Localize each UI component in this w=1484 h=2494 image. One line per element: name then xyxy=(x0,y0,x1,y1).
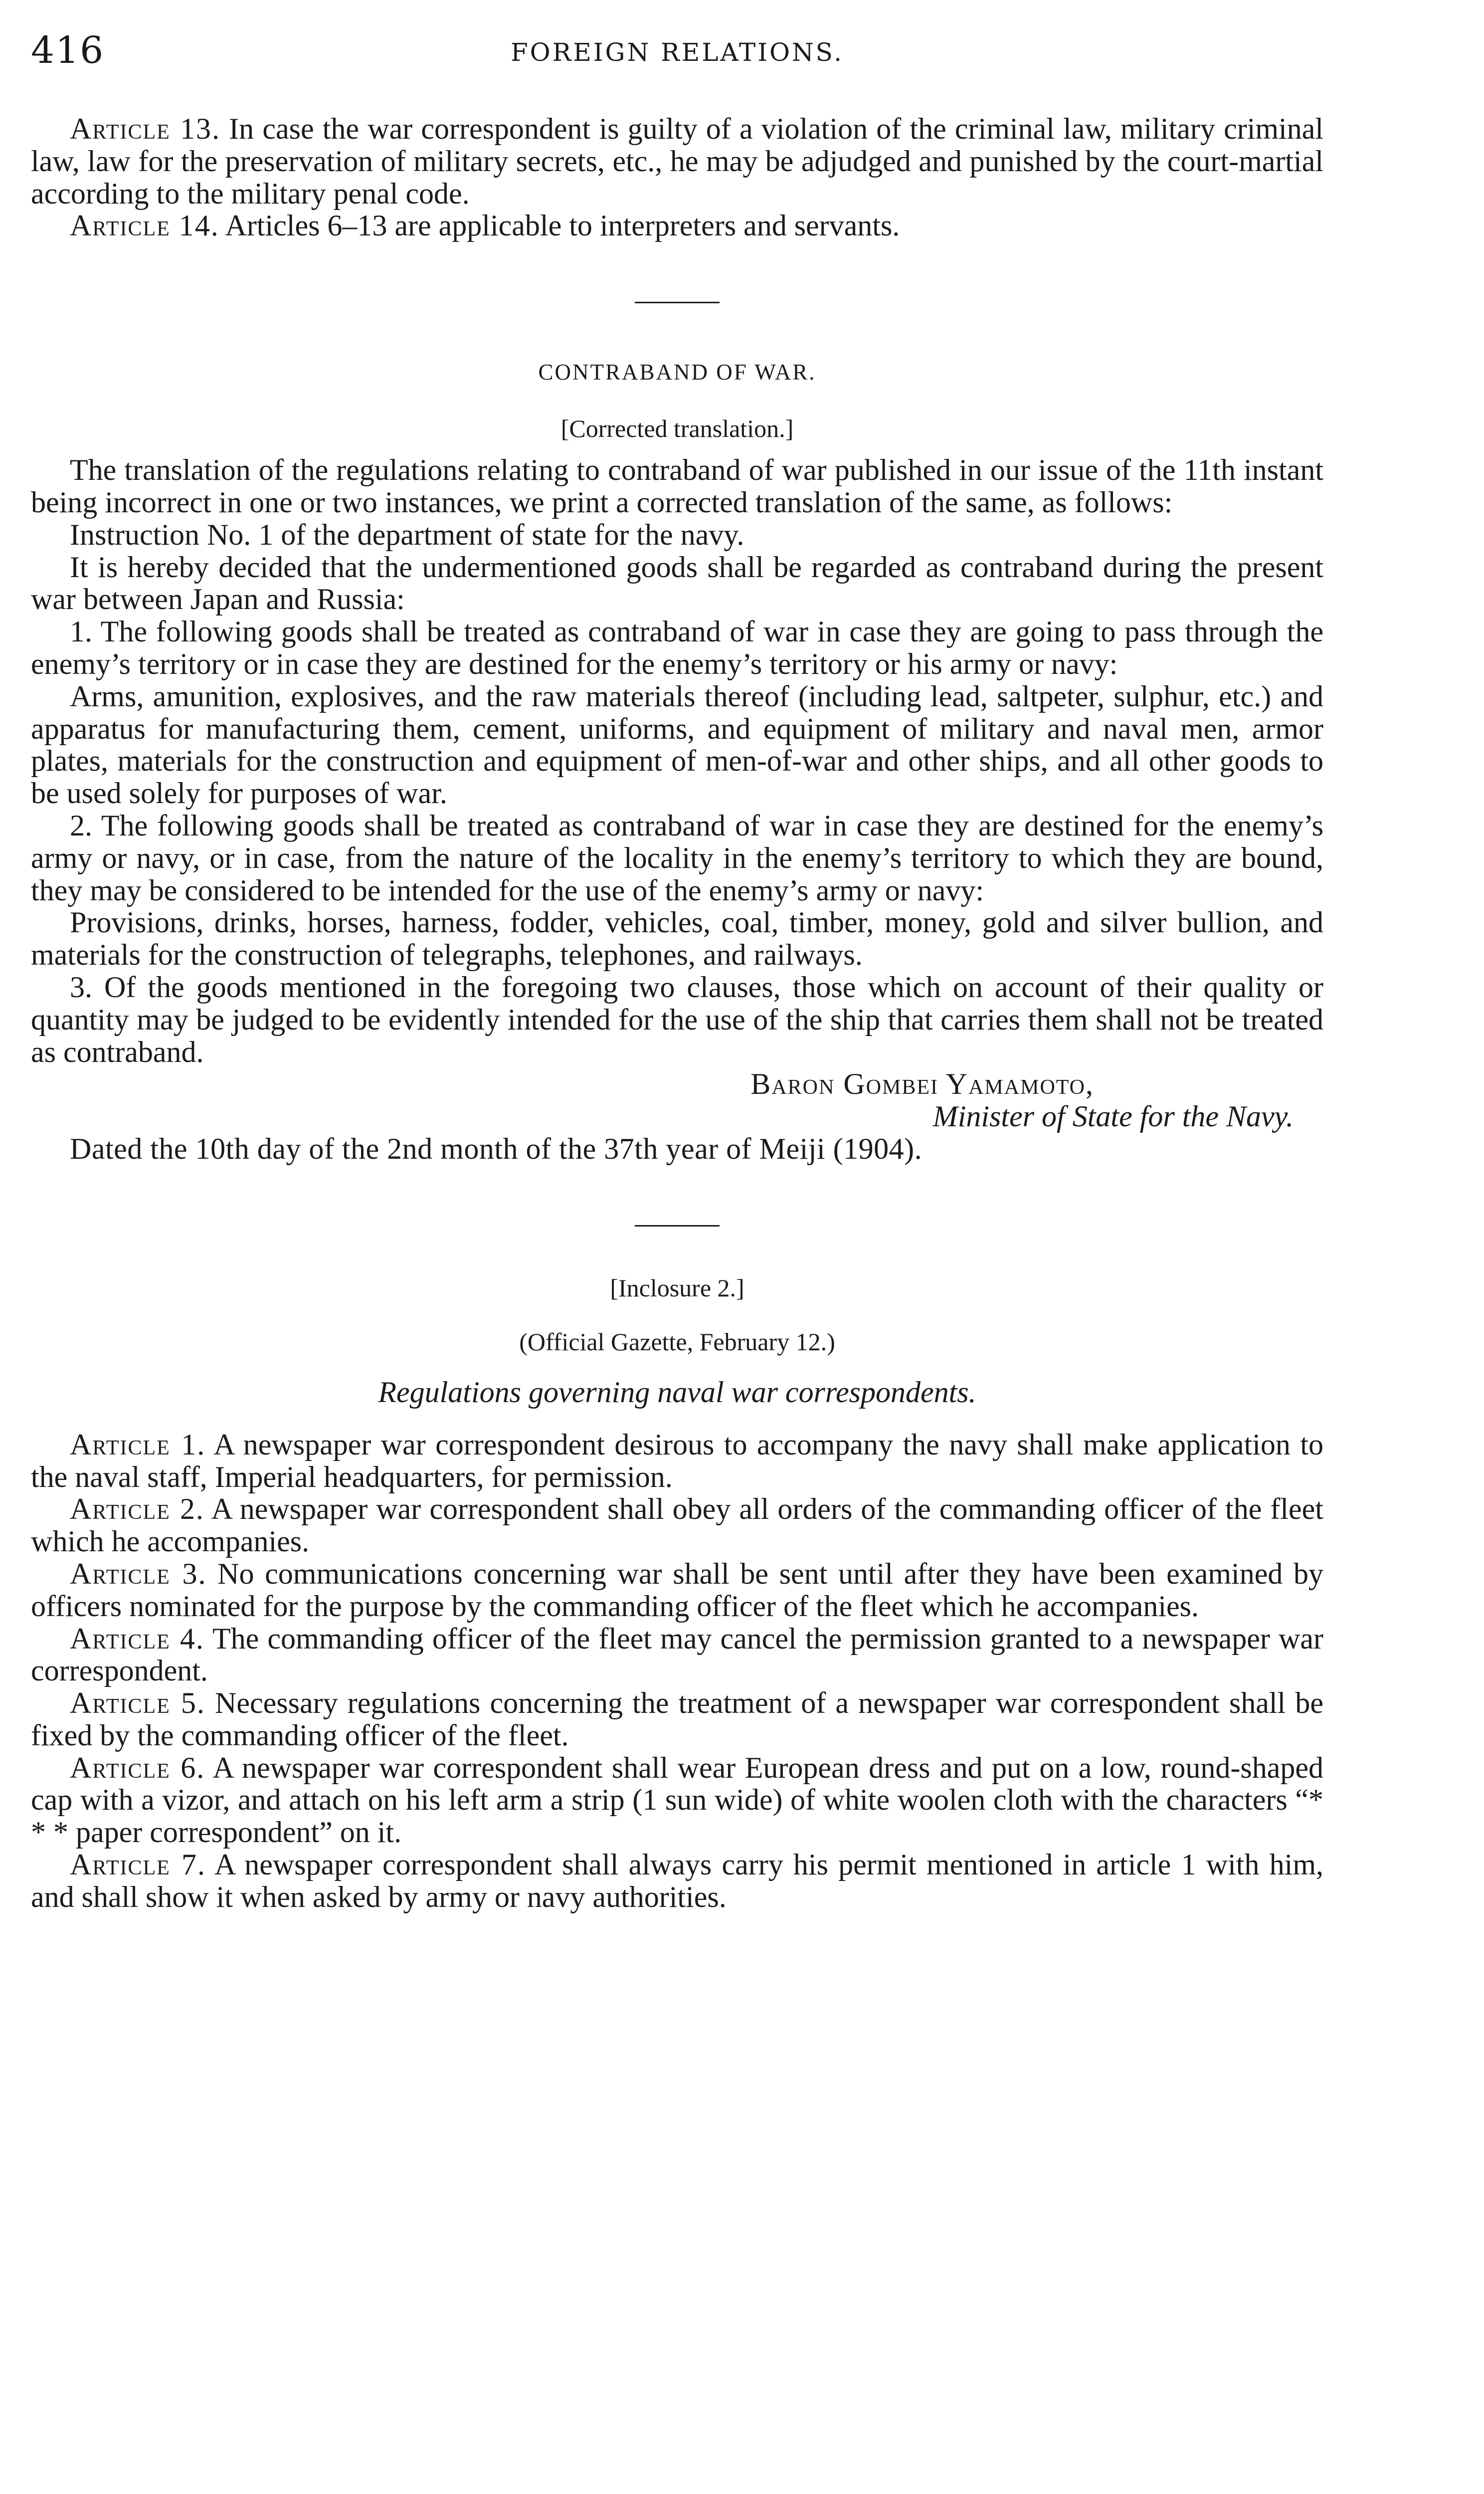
article-label: Article 4. xyxy=(70,1622,204,1655)
page-number: 416 xyxy=(31,29,105,72)
regulation-article-3 xyxy=(31,1558,1323,1623)
article-14 xyxy=(31,209,1323,242)
contraband-paragraph: Instruction No. 1 of the department of state for the navy. xyxy=(70,518,744,551)
article-label: Article 5. xyxy=(70,1686,205,1720)
contraband-paragraph: 3. Of the goods mentioned in the foregoing two clauses, those which on account of their quality or quantity may be judged to be evidently intended for the use of the ship that carries them shall not be treated as contraband. xyxy=(31,970,1323,1068)
section-divider xyxy=(635,1225,720,1227)
document-page xyxy=(31,0,1323,2494)
regulation-article-6 xyxy=(31,1752,1323,1849)
article-label: Article 6. xyxy=(70,1751,205,1784)
article-label: Article 3. xyxy=(70,1557,207,1590)
regulation-article-1 xyxy=(31,1429,1323,1493)
article-text: A newspaper war correspondent desirous to accompany the navy shall make application to the naval staff, Imperial headquarters, for permission. xyxy=(31,1428,1323,1493)
article-label: Article 13. xyxy=(70,112,220,145)
article-text: A newspaper war correspondent shall wear European dress and put on a low, round-shaped cap with a vizor, and attach on his left arm a strip (1 sun wide) of white woolen cloth with the characters “* * * paper correspondent” on it. xyxy=(31,1751,1324,1849)
contraband-subheading: [Corrected translation.] xyxy=(560,415,794,443)
regulation-article-7 xyxy=(31,1849,1323,1913)
regulations-title: Regulations governing naval war correspondents. xyxy=(378,1375,976,1409)
page-body xyxy=(31,113,1323,1913)
inclosure-source: (Official Gazette, February 12.) xyxy=(519,1327,835,1356)
regulation-article-4 xyxy=(31,1623,1323,1687)
contraband-paragraph: It is hereby decided that the undermentioned goods shall be regarded as contraband during the present war between Japan and Russia: xyxy=(31,550,1323,616)
article-text: The commanding officer of the fleet may cancel the permission granted to a newspaper war correspondent. xyxy=(31,1622,1323,1687)
article-label: Article 7. xyxy=(70,1848,206,1881)
page-header xyxy=(31,29,1323,74)
article-text: Necessary regulations concerning the treatment of a newspaper war correspondent shall be fixed by the commanding officer of the fleet. xyxy=(31,1686,1323,1752)
article-text: In case the war correspondent is guilty of a violation of the criminal law, military criminal law, law for the preservation of military secrets, etc., he may be adjudged and punished by the court-martial according to the military penal code. xyxy=(31,112,1324,210)
article-label: Article 1. xyxy=(70,1428,206,1461)
contraband-paragraph: Arms, amunition, explosives, and the raw materials thereof (including lead, saltpeter, sulphur, etc.) and apparatus for manufacturing them, cement, uniforms, and equipment of military and naval men, armor plates, materials for the construction and equipment of men-of-war and other ships, and all other goods to be used solely for purposes of war. xyxy=(31,679,1323,810)
regulation-article-5 xyxy=(31,1687,1323,1752)
contraband-paragraph: 2. The following goods shall be treated as contraband of war in case they are destined for the enemy’s army or navy, or in case, from the nature of the locality in the enemy’s territory to which they are bound, they may be considered to be intended for the use of the enemy’s army or navy: xyxy=(31,809,1323,907)
section-divider xyxy=(635,302,720,303)
article-label: Article 2. xyxy=(70,1492,204,1526)
article-13 xyxy=(31,113,1323,209)
article-text: No communications concerning war shall be sent until after they have been examined by officers nominated for the purpose by the commanding officer of the fleet which he accompanies. xyxy=(31,1557,1324,1623)
contraband-heading: CONTRABAND OF WAR. xyxy=(538,360,816,385)
dated-line: Dated the 10th day of the 2nd month of the 37th year of Meiji (1904). xyxy=(70,1132,923,1165)
contraband-paragraph: The translation of the regulations relating to contraband of war published in our issue of the 11th instant being incorrect in one or two instances, we print a corrected translation of the same, as follows: xyxy=(31,453,1323,519)
signature-title: Minister of State for the Navy. xyxy=(932,1100,1294,1133)
regulation-article-2 xyxy=(31,1493,1323,1558)
article-text: Articles 6–13 are applicable to interpreters and servants. xyxy=(219,209,900,242)
article-label: Article 14. xyxy=(70,209,219,242)
contraband-paragraph: 1. The following goods shall be treated as contraband of war in case they are going to pass through the enemy’s territory or in case they are destined for the enemy’s territory or his army or navy: xyxy=(31,615,1323,680)
running-title: FOREIGN RELATIONS. xyxy=(510,38,844,67)
article-text: A newspaper war correspondent shall obey all orders of the commanding officer of the fleet which he accompanies. xyxy=(31,1492,1323,1558)
signature-name: Baron Gombei Yamamoto, xyxy=(750,1067,1094,1101)
contraband-paragraph: Provisions, drinks, horses, harness, fodder, vehicles, coal, timber, money, gold and silver bullion, and materials for the construction of telegraphs, telephones, and railways. xyxy=(31,906,1323,972)
inclosure-label: [Inclosure 2.] xyxy=(610,1273,744,1302)
article-text: A newspaper correspondent shall always carry his permit mentioned in article 1 with him, and shall show it when asked by army or navy authorities. xyxy=(31,1848,1324,1913)
